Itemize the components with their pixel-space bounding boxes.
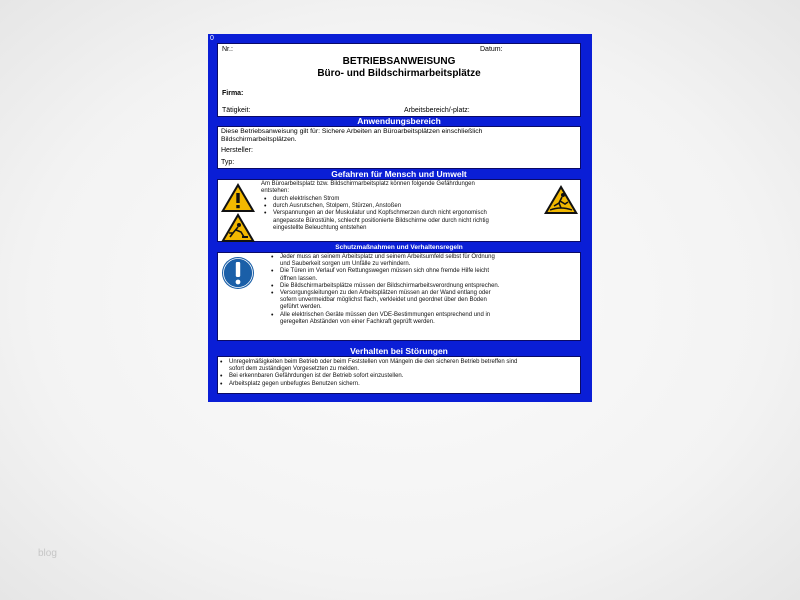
list-item: • Die Bildschirmarbeitsplätze müssen der Bildschirmarbeitsverordnung entsprechen. <box>270 283 570 290</box>
document-title: BETRIEBSANWEISUNG <box>342 56 456 67</box>
trip-hazard-warning-icon <box>220 212 256 243</box>
list-item: • durch elektrischen Strom <box>263 196 538 203</box>
list-item: • Die Türen im Verlauf von Rettungswegen müssen sich ohne fremde Hilfe leicht öffnen lassen. <box>270 268 570 282</box>
stoerungen-list <box>219 359 579 388</box>
gefahren-heading: Gefahren für Mensch und Umwelt <box>331 169 467 179</box>
stoerungen-panel <box>217 356 581 394</box>
typ-label: Typ: <box>221 159 235 166</box>
gefahren-intro-line1: Am Büroarbeitsplatz bzw. Bildschirmarbeitsplatz können folgende Gefährdungen <box>261 181 475 187</box>
anwendungsbereich-panel <box>217 126 581 169</box>
datum-label: Datum: <box>480 46 503 53</box>
anwendungsbereich-heading: Anwendungsbereich <box>357 116 441 126</box>
firma-label: Firma: <box>222 90 244 97</box>
list-item: • Bei erkennbaren Gefährdungen ist der Betrieb sofort einzustellen. <box>219 373 579 380</box>
list-item: • Versorgungsleitungen zu den Arbeitsplätzen müssen an der Wand entlang oder sofern unvermeidbar möglichst flach, verkleidet und geordnet über den Boden geführt werden. <box>270 290 570 312</box>
hersteller-label: Hersteller: <box>221 147 253 154</box>
taetigkeit-label: Tätigkeit: <box>222 107 251 114</box>
nr-label: Nr.: <box>222 46 233 53</box>
anwendungsbereich-line2: Bildschirmarbeitsplätzen. <box>221 136 297 143</box>
list-item: • Arbeitsplatz gegen unbefugtes Benutzen sichern. <box>219 381 579 388</box>
watermark-text: blog <box>38 548 57 559</box>
list-item: • Unregelmäßigkeiten beim Betrieb oder beim Feststellen von Mängeln die den sicheren Betrieb betreffen sind sofort dem zuständigen Vorgesetzten zu melden. <box>219 359 579 373</box>
anwendungsbereich-line1: Diese Betriebsanweisung gilt für: Sichere Arbeiten an Büroarbeitsplätzen einschließlich <box>221 128 483 135</box>
gefahren-intro-line2: entstehen: <box>261 188 290 194</box>
gefahren-panel <box>217 179 581 242</box>
corner-mark: 0 <box>210 35 214 42</box>
slippery-surface-warning-icon <box>543 184 579 215</box>
schutzmassnahmen-panel <box>217 252 581 341</box>
arbeitsbereich-label: Arbeitsbereich/-platz: <box>404 107 470 114</box>
gefahren-list <box>263 196 538 232</box>
betriebsanweisung-document <box>208 34 592 402</box>
header-panel <box>217 43 581 117</box>
list-item: • Verspannungen an der Muskulatur und Kopfschmerzen durch nicht ergonomisch angepasste Bürostühle, schlecht positionierte Bildschirme oder durch nicht richtig eingestellte Beleuchtung entstehen <box>263 210 538 232</box>
list-item: • Alle elektrischen Geräte müssen den VDE-Bestimmungen entsprechend und in geregelten Abständen von einer Fachkraft geprüft werden. <box>270 312 570 326</box>
list-item: • Jeder muss an seinem Arbeitsplatz und seinem Arbeitsumfeld selbst für Ordnung und Sauberkeit sorgen um Unfälle zu verhindern. <box>270 254 570 268</box>
list-item: • durch Ausrutschen, Stolpern, Stürzen, Anstoßen <box>263 203 538 210</box>
schutzmassnahmen-list <box>270 254 570 326</box>
mandatory-info-circle-icon <box>221 256 255 290</box>
schutzmassnahmen-heading: Schutzmaßnahmen und Verhaltensregeln <box>335 244 463 251</box>
stoerungen-heading: Verhalten bei Störungen <box>350 346 448 356</box>
exclamation-warning-triangle-icon <box>220 182 256 213</box>
document-subtitle: Büro- und Bildschirmarbeitsplätze <box>317 68 481 79</box>
